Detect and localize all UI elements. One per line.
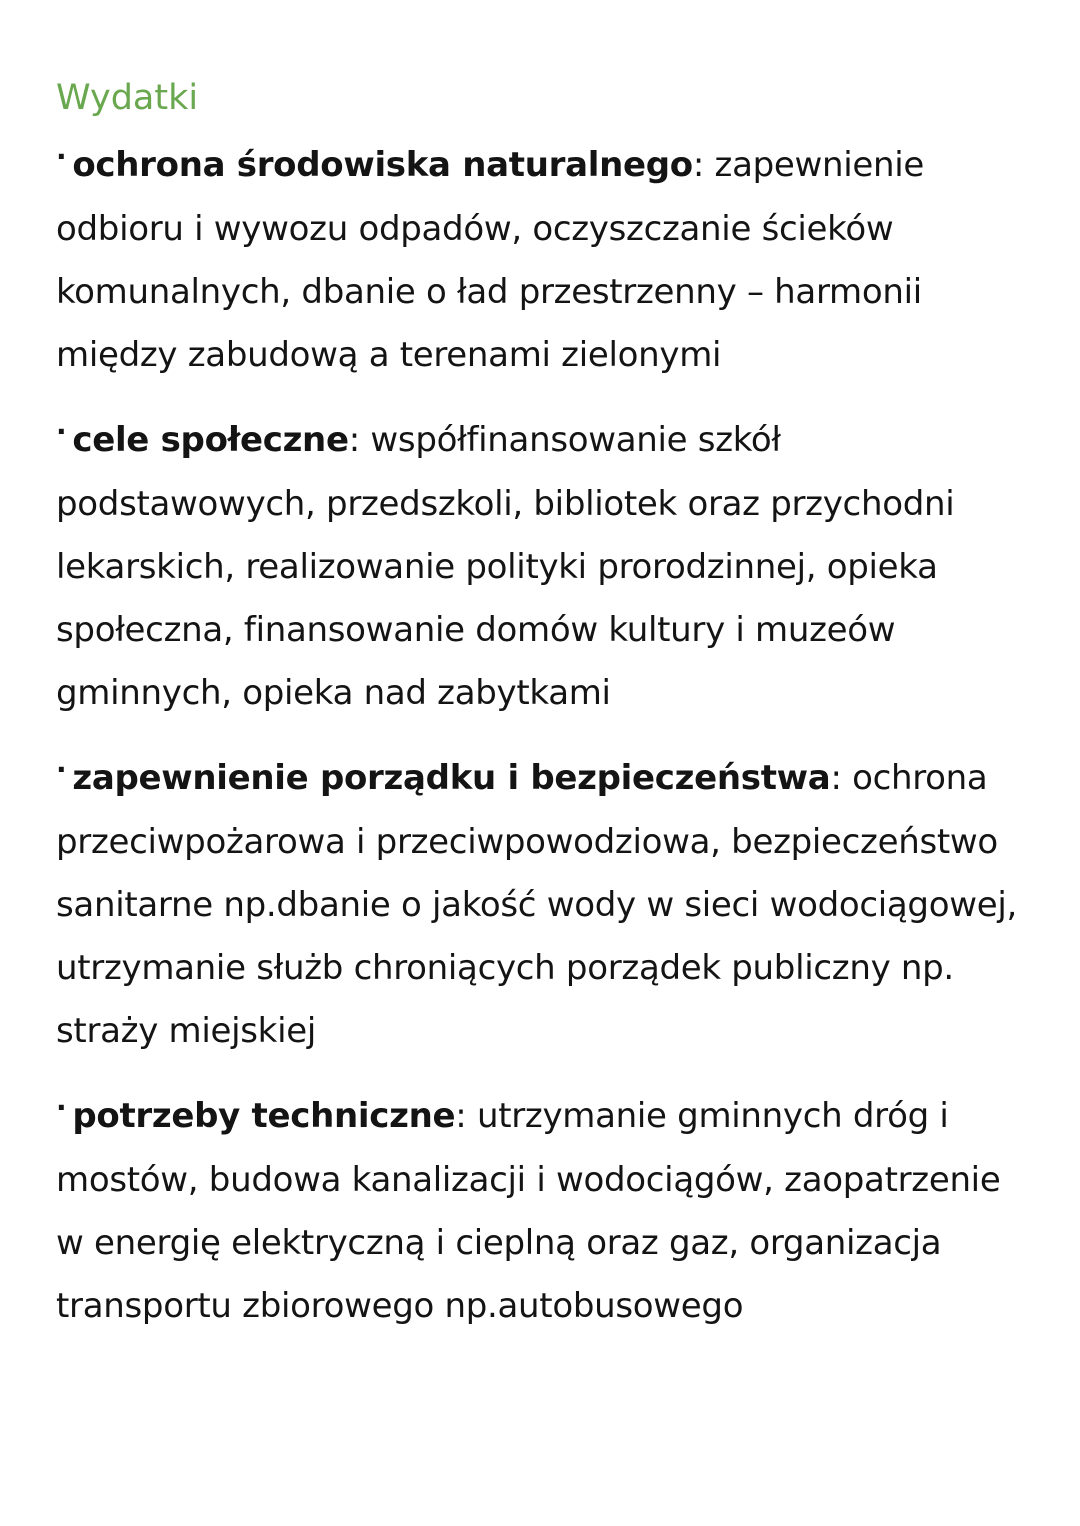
bullet-icon: · (56, 140, 67, 173)
list-item-technical (56, 1085, 1036, 1338)
list-item-social (56, 409, 1036, 725)
bullet-icon: · (56, 1091, 67, 1124)
item-description: ochrona przeciwpożarowa i przeciwpowodziowa, bezpieczeństwo sanitarne np.dbanie o jakość wody w sieci wodociągowej, utrzymanie służb chroniących porządek publiczny np. straży miejskiej (56, 758, 1018, 1051)
document-page (56, 70, 1036, 1360)
list-item-safety (56, 747, 1036, 1063)
list-item-environment (56, 134, 1036, 387)
item-term: potrzeby techniczne (72, 1096, 456, 1136)
item-separator: : (455, 1096, 467, 1136)
item-term: ochrona środowiska naturalnego (72, 145, 693, 185)
item-description: zapewnienie odbioru i wywozu odpadów, oczyszczanie ścieków komunalnych, dbanie o ład przestrzenny – harmonii między zabudową a terenami zielonymi (56, 145, 925, 375)
item-description: utrzymanie gminnych dróg i mostów, budowa kanalizacji i wodociągów, zaopatrzenie w energię elektryczną i cieplną oraz gaz, organizacja transportu zbiorowego np.autobusowego (56, 1096, 1001, 1326)
item-term: zapewnienie porządku i bezpieczeństwa (72, 758, 831, 798)
item-term: cele społeczne (72, 420, 349, 460)
item-description: współfinansowanie szkół podstawowych, przedszkoli, bibliotek oraz przychodni lekarskich, realizowanie polityki prorodzinnej, opieka społeczna, finansowanie domów kultury i muzeów gminnych, opieka nad zabytkami (56, 420, 955, 713)
item-separator: : (692, 145, 705, 185)
item-separator: : (348, 420, 360, 460)
bullet-icon: · (56, 415, 67, 448)
section-heading: Wydatki (56, 78, 199, 118)
item-separator: : (830, 758, 842, 798)
bullet-icon: · (56, 753, 67, 786)
